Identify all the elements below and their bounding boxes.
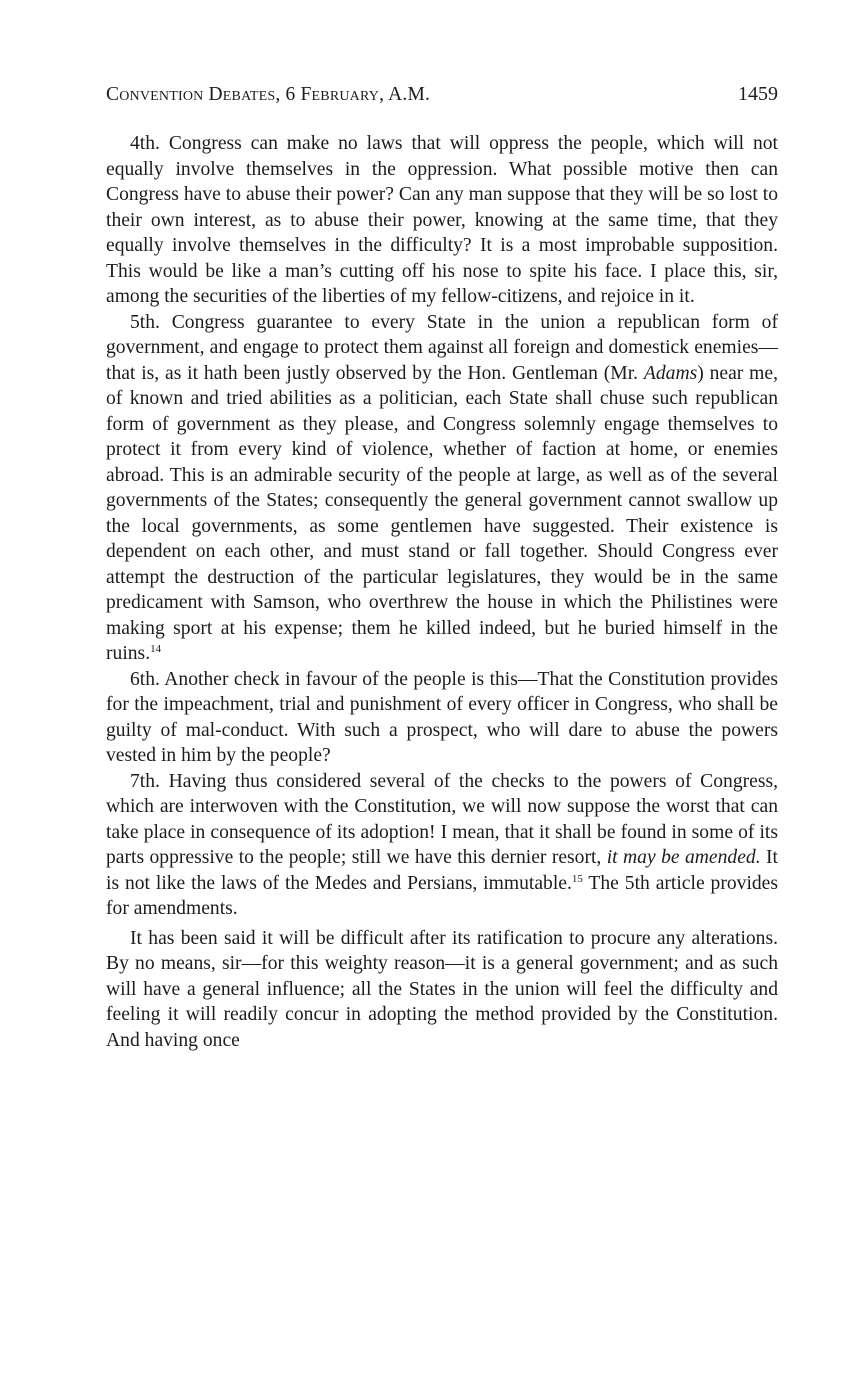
paragraph-text: 6th. Another check in favour of the people is this—That the Constitution provides for the impeachment, trial and punishment of every officer in Congress, who shall be guilty of mal-conduct. With such a prospect, who will dare to abuse the powers vested in him by the people? [106, 668, 778, 766]
footnote-marker: 14 [150, 643, 162, 655]
paragraph-text: It has been said it will be difficult after its ratification to procure any alterations. By no means, sir—for this weighty reason—it is a general government; and as such will have a general influence; all the States in the union will feel the difficulty and feeling it will readily concur in adopting the method provided by the Constitution. And having once [106, 927, 778, 1051]
paragraph-text: 5th. Congress guarantee to every State in the union a republican form of government, and engage to protect them against all foreign and domestick enemies—that is, as it hath been justly observed by the Hon. Gentleman (Mr. [106, 311, 778, 384]
paragraph-text: ) near me, of known and tried abilities as a politician, each State shall chuse such republican form of government as they please, and Congress solemnly engage themselves to protect it from every kind of violence, whether of faction at home, or enemies abroad. This is an admirable security of the people at large, as well as of the several governments of the States; consequently the general government cannot swallow up the local governments, as some gentlemen have suggested. Their existence is dependent on each other, and must stand or fall together. Should Congress ever attempt the destruction of the particular legislatures, they would be in the same predicament with Samson, who overthrew the house in which the Philistines were making sport at his expense; them he killed indeed, but he buried himself in the ruins. [106, 362, 779, 664]
paragraph-text: 4th. Congress can make no laws that will oppress the people, which will not equally involve themselves in the oppression. What possible motive then can Congress have to abuse their power? Can any man suppose that they will be so lost to their own interest, as to abuse their power, knowing at the same time, that they equally involve themselves in the difficulty? It is a most improbable supposition. This would be like a man’s cutting off his nose to spite his face. I place this, sir, among the securities of the liberties of my fellow-citizens, and rejoice in it. [106, 133, 778, 307]
running-title: Convention Debates, 6 February, A.M. [106, 84, 431, 105]
paragraph-6th [106, 667, 778, 769]
paragraph-4th [106, 131, 778, 310]
paragraph-5th [106, 310, 778, 667]
body-text [106, 131, 778, 1053]
paragraph-7th [106, 769, 778, 922]
running-head [106, 80, 778, 109]
paragraph-alterations [106, 926, 778, 1054]
paragraph-text: 7th. Having thus considered several of the checks to the powers of Congress, which are interwoven with the Constitution, we will now suppose the worst that can take place in consequence of its adoption! I mean, that it shall be found in some of its parts oppressive to the people; still we have this dernier resort, [106, 770, 778, 868]
paragraph-text: It is not like the laws of the Medes and Persians, immutable. [106, 847, 778, 894]
footnote-marker: 15 [571, 872, 583, 885]
italic-name: Adams [643, 362, 698, 384]
italic-phrase: it may be amended. [606, 847, 761, 868]
paragraph-text: The 5th article provides for amendments. [106, 872, 779, 919]
page-number: 1459 [738, 83, 778, 105]
